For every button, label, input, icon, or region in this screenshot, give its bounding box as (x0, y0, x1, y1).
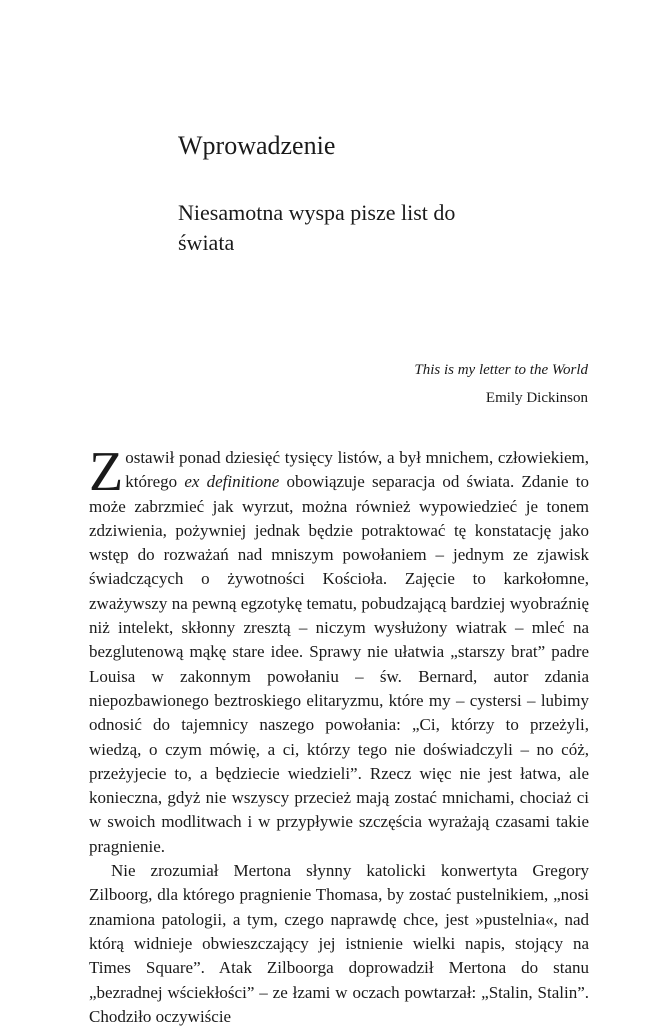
italic-phrase: ex definitione (184, 472, 280, 492)
paragraph (89, 441, 589, 859)
body-text (89, 441, 589, 1029)
chapter-subtitle: Niesamotna wyspa pisze list do świata (178, 200, 456, 255)
epigraph-author: Emily Dickinson (485, 390, 588, 406)
drop-cap: Z (89, 441, 124, 503)
paragraph-text: obowiązuje separacja od świata. Zdanie to może zabrzmieć jak wyrzut, można również wypowiedzieć je tonem zdziwienia, pożywniej jednak będzie potraktować tę konstatację jako wstęp do rozważań nad mniszym powołaniem – jednym ze zjawisk świadczących o żywotności Kościoła. Zajęcie to karkołomne, zważywszy na pewną egzotykę tematu, pobudzającą bardziej wyobraźnię niż intelekt, skłonny zresztą – niczym wysłużony wiatrak – mleć na bezglutenową mąkę stare idee. Sprawy nie ułatwia „starszy brat” padre Louisa w zakonnym powołaniu – św. Bernard, autor zdania niepozbawionego beztroskiego elitaryzmu, które my – cystersi – lubimy odnosić do tajemnicy naszego powołania: „Ci, którzy to przeżyli, wiedzą, o czym mówię, a ci, którzy tego nie doświadczyli – no cóż, przeżyjecie to, a będziecie wiedzieli”. Rzecz więc nie jest łatwa, ale konieczna, gdyż nie wszyscy przecież mają zostać mnichami, chociaż ci w swoich modlitwach i w przypływie szczęścia wyrażają czasami takie pragnienie. (89, 472, 589, 856)
chapter-title: Wprowadzenie (178, 131, 336, 160)
epigraph (414, 356, 588, 412)
paragraph: Nie zrozumiał Mertona słynny katolicki konwertyta Gregory Zilboorg, dla którego pragnienie Thomasa, by zostać pustelnikiem, „nosi znamiona patologii, a tym, czego naprawdę chce, jest »pustelnia«, nad którą widnieje obwieszczający jej istnienie wielki napis, stojący na Times Square”. Atak Zilboorga doprowadził Mertona do stanu „bezradnej wściekłości” – ze łzami w oczach powtarzał: „Stalin, Stalin”. Chodziło oczywiście (89, 861, 589, 1026)
paragraph-text: ostawił ponad dziesięć tysięcy listów, a był mnichem, człowiekiem, którego (125, 448, 589, 492)
epigraph-quote: This is my letter to the World (414, 362, 588, 378)
